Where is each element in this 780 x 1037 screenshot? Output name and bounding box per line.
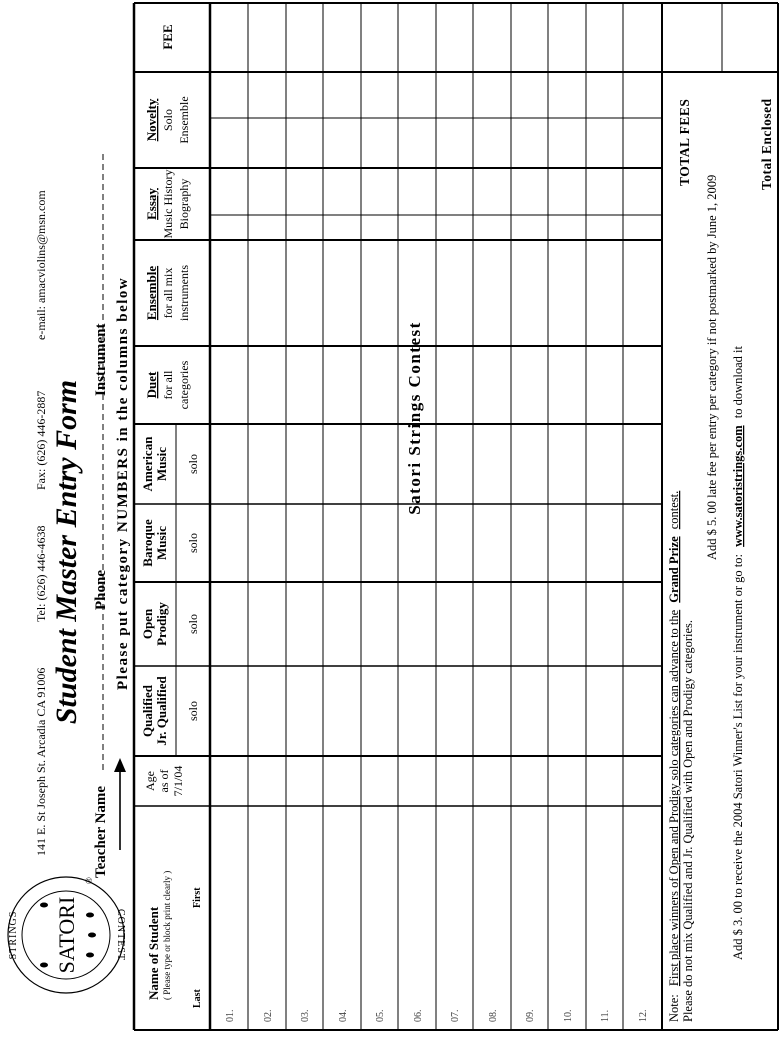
svg-text:Age: Age — [143, 771, 157, 791]
svg-text:categories: categories — [177, 360, 191, 410]
svg-text:instruments: instruments — [177, 265, 191, 321]
svg-text:Duet: Duet — [144, 371, 159, 399]
col-header-fee: FEE — [160, 24, 175, 50]
form-title: Student Master Entry Form — [50, 379, 83, 725]
row-number: 05. — [375, 1009, 386, 1022]
email-text: e-mail: amacviolins@msn.com — [34, 190, 48, 340]
name-note: ( Please type or block print clearly ) — [162, 870, 172, 1000]
svg-text:as of: as of — [157, 769, 171, 793]
phone-label: Phone — [93, 569, 109, 610]
col-header-essay — [144, 170, 191, 239]
col-header-ensemble — [144, 265, 191, 321]
note-label: Note: — [667, 994, 681, 1022]
row-number: 12. — [638, 1009, 649, 1022]
row-number: 01. — [225, 1009, 236, 1022]
svg-text:Add $ 3. 00 to receive the 200: Add $ 3. 00 to receive the 2004 Satori Winner's List for your instrument or go to: www.satoristrings.com to download it — [731, 346, 745, 960]
svg-text:Open: Open — [140, 608, 155, 640]
first-name-header: First — [192, 887, 203, 908]
col-header-age — [143, 766, 185, 797]
col-header-qualified — [140, 675, 200, 745]
note-end: contest. — [667, 490, 681, 530]
col-header-prodigy — [140, 602, 200, 646]
logo-ring-top: STRINGS — [8, 910, 19, 960]
row-number: 03. — [300, 1009, 311, 1022]
svg-text:Music: Music — [154, 526, 169, 560]
teacher-name-label: Teacher Name — [93, 785, 109, 878]
col-header-duet — [144, 360, 191, 409]
row-number: 11. — [600, 1009, 611, 1022]
row-number: 02. — [263, 1009, 274, 1022]
svg-text:Music History: Music History — [161, 169, 175, 239]
row-number: 06. — [413, 1009, 424, 1022]
svg-text:solo: solo — [186, 700, 200, 722]
svg-text:Music: Music — [154, 447, 169, 481]
svg-text:Biography: Biography — [177, 178, 191, 230]
satori-logo — [8, 877, 126, 993]
late-fee-note: Add $ 5. 00 late fee per entry per category if not postmarked by June 1, 2009 — [705, 174, 719, 560]
svg-text:for all mix: for all mix — [161, 267, 175, 319]
svg-text:Qualified: Qualified — [140, 684, 155, 738]
row-number: 10. — [563, 1009, 574, 1022]
logo-text: SATORI — [54, 896, 79, 974]
winners-list-note — [731, 346, 745, 960]
row-number: 04. — [338, 1009, 349, 1022]
svg-text:Novelty: Novelty — [144, 98, 159, 142]
fax-text: Fax: (626) 446-2887 — [34, 390, 48, 490]
total-fees-label: TOTAL FEES — [677, 98, 692, 186]
contest-title: Satori Strings Contest — [405, 321, 424, 515]
total-enclosed-label: Total Enclosed — [759, 98, 774, 190]
row-number: 08. — [488, 1009, 499, 1022]
svg-text:Jr. Qualified: Jr. Qualified — [154, 676, 169, 746]
website-link[interactable]: www.satoristrings.com — [731, 425, 745, 547]
name-header: Name of Student — [146, 906, 161, 1000]
logo-ring-bottom: CONTEST — [115, 909, 126, 961]
row-numbers — [225, 1010, 649, 1023]
grand-prize-text: Grand Prize — [667, 536, 681, 603]
svg-text:American: American — [140, 436, 155, 492]
svg-text:Ensemble: Ensemble — [144, 265, 159, 321]
col-header-american — [140, 436, 200, 492]
arrow-icon — [114, 758, 126, 850]
last-name-header: Last — [192, 989, 203, 1008]
instruction-text: Please put category NUMBERS in the columns below — [115, 276, 131, 690]
contact-line — [34, 190, 48, 856]
svg-text:Essay: Essay — [144, 188, 159, 220]
teacher-info-line — [93, 150, 109, 878]
tel-text: Tel: (626) 446-4638 — [34, 525, 48, 622]
svg-text:solo: solo — [186, 613, 200, 635]
svg-text:solo: solo — [186, 453, 200, 475]
svg-text:Baroque: Baroque — [140, 519, 155, 567]
note-text: First place winners of Open and Prodigy solo categories can advance to the — [667, 609, 681, 987]
col-header-baroque — [140, 519, 200, 567]
note-line-1 — [667, 491, 681, 1022]
svg-text:Solo: Solo — [161, 108, 175, 132]
address-text: 141 E. St Joseph St. Arcadia CA 91006 — [34, 667, 48, 856]
registered-mark: ® — [84, 877, 94, 884]
instrument-label: Instrument — [93, 323, 109, 396]
col-header-novelty — [144, 96, 191, 143]
svg-text:7/1/04: 7/1/04 — [171, 765, 185, 797]
row-number: 09. — [525, 1009, 536, 1022]
col-header-name — [146, 871, 203, 1008]
svg-text:Note: First place winner — [667, 491, 681, 1022]
row-number: 07. — [450, 1009, 461, 1022]
note-line-2: Please do not mix Qualified and Jr. Qualified with Open and Prodigy categories. — [681, 620, 695, 1022]
svg-text:for all: for all — [161, 370, 175, 400]
svg-text:Prodigy: Prodigy — [154, 602, 169, 646]
svg-text:Ensemble: Ensemble — [177, 96, 191, 144]
svg-text:solo: solo — [186, 532, 200, 554]
